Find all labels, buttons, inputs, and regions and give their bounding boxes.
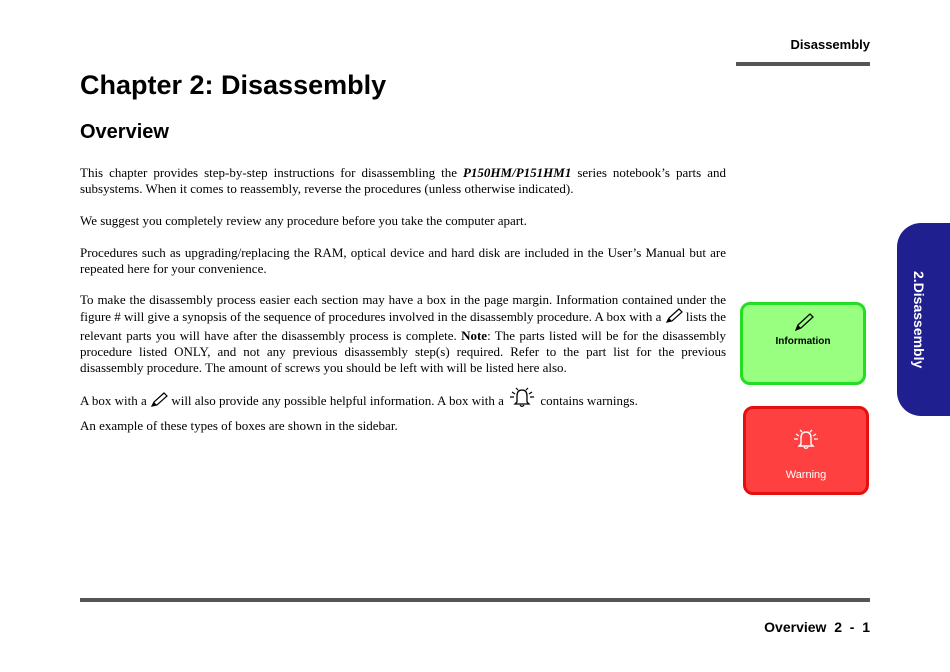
pen-icon bbox=[793, 312, 815, 337]
p4-text-a: To make the disassembly process easier each section may have a box in the page margin. Information contained under the figure # will give a synopsis of the sequence of procedures involved in the disassembly procedure. A box with a bbox=[80, 292, 726, 324]
note-label: Note bbox=[461, 328, 488, 343]
p1-text-b: series notebook’s parts and subsystems. When it comes to reassembly, reverse the procedures (unless otherwise indicated). bbox=[80, 165, 726, 196]
chapter-side-tab-label: 2.Disassembly bbox=[911, 271, 927, 369]
p5-text-a: A box with a bbox=[80, 393, 151, 408]
warning-label: Warning bbox=[785, 469, 827, 481]
page-footer: Overview 2 - 1 bbox=[764, 619, 870, 635]
header-title: Disassembly bbox=[790, 37, 870, 52]
footer-rule bbox=[80, 598, 870, 602]
paragraph-intro bbox=[80, 165, 726, 197]
model-name: P150HM/P151HM1 bbox=[462, 165, 572, 180]
information-label: Information bbox=[775, 336, 831, 347]
paragraph-icons bbox=[80, 386, 726, 412]
p5-text-c: contains warnings. bbox=[537, 393, 638, 408]
information-box bbox=[740, 302, 866, 385]
paragraph-procedures: Procedures such as upgrading/replacing the RAM, optical device and hard disk are included in the User’s Manual but are repeated here for your convenience. bbox=[80, 245, 726, 276]
p4-text-b: lists the relevant parts you will have after the disassembly process is complete. bbox=[80, 309, 726, 343]
alarm-bell-icon bbox=[507, 386, 537, 412]
p1-text-a: This chapter provides step-by-step instructions for disassembling the bbox=[80, 165, 463, 180]
chapter-title: Chapter 2: Disassembly bbox=[80, 70, 387, 100]
section-heading: Overview bbox=[80, 121, 169, 143]
header-rule bbox=[736, 62, 870, 66]
p5-text-b: will also provide any possible helpful information. A box with a bbox=[168, 393, 508, 408]
p4-text-c: : The parts listed will be for the disassembly procedure listed ONLY, and not any previous disassembly step(s) required. Refer to the part list for the previous disassembly procedure. The amount of screws you should be left with will be listed here also. bbox=[80, 328, 727, 375]
paragraph-sidebar-note: An example of these types of boxes are shown in the sidebar. bbox=[80, 418, 398, 433]
warning-box bbox=[743, 406, 869, 495]
pen-icon bbox=[150, 392, 168, 412]
alarm-bell-icon bbox=[790, 427, 822, 456]
pen-icon bbox=[665, 308, 683, 328]
paragraph-box-explanation bbox=[80, 292, 726, 376]
paragraph-review: We suggest you completely review any procedure before you take the computer apart. bbox=[80, 213, 527, 228]
